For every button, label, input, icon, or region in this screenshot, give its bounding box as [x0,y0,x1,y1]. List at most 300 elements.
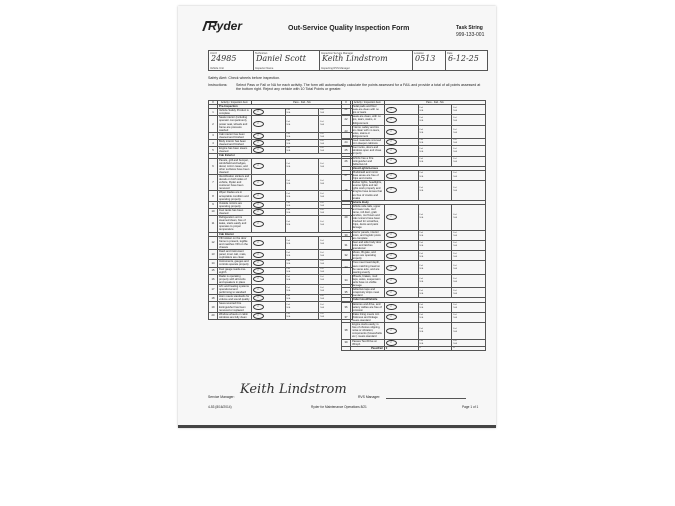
item-text: Window wheels or cabin windows are fully clean [218,312,252,319]
fail-points-2: Fail N/A [452,156,486,166]
item-number: 10 [209,208,218,215]
fail-points-1: Fail N/A [418,240,452,250]
fail-points-2: Fail N/A [319,191,353,201]
fail-points-2: Fail N/A [452,125,486,138]
fail-points-2: Fail N/A [319,267,353,274]
checklist-row [209,295,353,302]
item-number: 27 [342,170,351,180]
field-value: 0513 [415,54,436,63]
item-text: 2 items: safety and tire are clean with no tears, holes, stains or disfigurement [351,125,385,138]
checklist-row [342,251,486,261]
checklist-row [209,208,353,215]
fail-points-1: Fail N/A [285,295,319,302]
pass-mark: P [253,202,264,208]
item-text: Interior panels, interior floors, and logistic posts are complete [351,230,385,240]
fail-points-1: Fail N/A [285,147,319,154]
checklist-row [209,109,353,116]
fail-points-1: Fail N/A [418,204,452,230]
fail-points-2: Fail N/A [452,170,486,180]
left-checklist [208,100,353,390]
pass-mark: P [386,129,397,135]
fail-points-1: Fail N/A [418,312,452,322]
item-number: 2 [209,116,218,132]
fail-points-1: Fail N/A [418,146,452,156]
fail-points-2: Fail N/A [452,139,486,146]
fail-points-2: Fail N/A [452,274,486,287]
pass-mark: P [386,314,397,320]
field-value: 6-12-25 [448,54,479,63]
fail-points-1: Fail N/A [285,132,319,139]
field-caption: Inspection Service Manager [321,51,354,55]
fail-points-2: Fail N/A [319,140,353,147]
fail-points-2: Fail N/A [319,201,353,208]
field-caption: Unit # [210,51,217,55]
pass-fail-select[interactable] [251,312,285,319]
fail-points-2: Fail N/A [319,174,353,190]
safety-alert [208,76,280,80]
pass-fail-select[interactable] [384,240,418,250]
total-pass: 0 [384,346,418,350]
pass-fail-select[interactable] [251,236,285,249]
field-subcaption: Vehicle Unit [210,66,224,70]
fail-points-1: Fail N/A [418,288,452,298]
item-text: Dash and instrument panel, inner cab, mats, cupholders are clean [218,250,252,260]
item-number: 35 [342,288,351,298]
fail-points-1: Fail N/A [285,260,319,267]
checklist-row [342,146,486,156]
item-text: Engine has been steam cleaned [218,147,252,154]
totals-label: Pass/Fail [351,346,385,350]
pass-mark: P [386,340,397,346]
checklist-row [342,139,486,146]
pass-mark: P [253,209,264,215]
field-subcaption: Inspecting RVS Manager [321,66,350,70]
right-checklist-table [341,100,486,351]
pass-mark: P [253,193,264,199]
fail-points-1: Fail N/A [418,251,452,261]
item-number: 8 [209,191,218,201]
pass-mark: P [253,121,264,127]
date-field[interactable] [445,50,488,71]
field-value: 24985 [211,54,237,63]
item-number: 28 [342,181,351,201]
item-text: Panels, grill and bumper, windshield and ledges, decal, mirror cases, and other surfaces have been cleaned [219,158,250,174]
left-checklist-table [208,100,353,320]
pass-fail-select[interactable] [384,261,418,274]
pass-fail-select[interactable] [251,109,285,116]
item-number: 39 [342,339,351,346]
fail-points-1: Fail N/A [285,201,319,208]
pass-mark: P [386,173,397,179]
checklist-row [209,174,353,190]
item-text: Wiper blades are in acceptable condition and operating properly [218,191,252,201]
pass-mark: P [253,180,264,186]
fail-points-2: Fail N/A [452,181,486,201]
pass-mark: P [253,304,264,310]
fail-points-2: Fail N/A [452,288,486,298]
pass-fail-select[interactable] [384,156,418,166]
fail-points-1: Fail N/A [285,267,319,274]
pass-mark: P [253,109,264,115]
fail-points-2: Fail N/A [319,312,353,319]
pass-mark: P [386,214,397,220]
fail-points-2: Fail N/A [319,132,353,139]
pass-fail-select[interactable] [251,140,285,147]
pass-fail-select[interactable] [384,170,418,180]
fail-points-1: Fail N/A [285,116,319,132]
fail-points-2: Fail N/A [319,260,353,267]
item-number: 36 [342,302,351,312]
pass-mark: P [386,117,397,123]
pass-fail-select[interactable] [384,274,418,287]
pass-mark: P [253,295,264,301]
pass-mark: P [253,240,264,246]
fail-points-1: Fail N/A [285,284,319,294]
fail-points-2: Fail N/A [452,204,486,230]
item-number: 3 [209,132,218,139]
task-string-label: Task String [456,25,483,31]
item-text: Brake lining meets min thickness and linkage meets standard [351,312,385,322]
fail-points-2: Fail N/A [319,147,353,154]
fail-points-1: Fail N/A [418,139,452,146]
pass-fail-select[interactable] [251,191,285,201]
checklist-row [209,216,353,232]
item-number: 26 [342,156,351,166]
form-code: 4-53 (8/16/2014) [208,405,232,409]
item-number: 15 [209,267,218,274]
totals-row [342,346,486,350]
item-text: Vehicle has a Fire Extinguisher and Reflective kit [351,156,385,166]
activity-header: Activity / Inspection Item [351,101,385,105]
pass-fail-select[interactable] [384,204,418,230]
pass-mark: P [386,265,397,271]
pass-fail-select[interactable] [251,216,285,232]
item-number: 1 [209,109,218,116]
fail-points-1: Fail N/A [285,208,319,215]
pass-mark: P [386,290,397,296]
checklist-row [342,312,486,322]
checklist-row [342,105,486,115]
item-text: Vehicle side rails, upper and lower rails, roof frame, roll door, grab handles, roof bows and side runners have been checked for scratches, chips, dents and paint damage [351,204,385,230]
fail-points-1: Fail N/A [418,261,452,274]
pass-fail-header: Pass - Fail - NA [251,101,352,105]
fail-points-1: Fail N/A [418,323,452,339]
pass-mark: P [386,253,397,259]
checklist-row [209,191,353,201]
item-number: 21 [342,105,351,115]
fail-points-1: Fail N/A [418,302,452,312]
section-title: Glass/Lights/Lenses [351,166,486,170]
fail-points-1: Fail N/A [285,191,319,201]
pass-mark: P [386,187,397,193]
field-value: Keith Lindstrom [322,54,388,63]
fail-points-2: Fail N/A [319,250,353,260]
pass-fail-select[interactable] [384,230,418,240]
item-text: Instruments, gauges and controls operate properly [218,260,252,267]
pass-fail-select[interactable] [251,267,285,274]
field-caption: Technician [255,51,268,55]
checklist-row [342,339,486,346]
item-text: VIN sticker on the door frame is present, legible and matches VIN on the chassis [218,236,252,249]
item-text: Rear and side body door locks and latches operational [351,240,385,250]
pass-fail-select[interactable] [384,146,418,156]
item-number: 23 [342,125,351,138]
fail-points-1: Fail N/A [285,312,319,319]
checklist-row [342,288,486,298]
fail-points-1: Fail N/A [285,274,319,284]
pass-mark: P [253,313,264,319]
pass-mark: P [386,278,397,284]
fail-points-2: Fail N/A [319,284,353,294]
fail-points-2: Fail N/A [319,208,353,215]
checklist-row [209,250,353,260]
pass-mark: P [386,107,397,113]
pass-fail-select[interactable] [251,208,285,215]
item-text: Vehicle Safety Product is complete [218,109,252,116]
pass-fail-select[interactable] [251,132,285,139]
number-header: # [342,101,351,105]
pass-fail-select[interactable] [384,323,418,339]
item-text: Refrigeration unit is steamed clean, free of leaks, starts easily and operates to proper temperature [218,216,252,232]
checklist-row [342,323,486,339]
fail-points-1: Fail N/A [418,274,452,287]
checklist-row [209,132,353,139]
item-text: Engine starts easily, is free of obvious slipping, noise or vibration; components (hoses/belts etc.) meets standard [351,323,385,339]
checklist-row [342,230,486,240]
pass-fail-select[interactable] [251,274,285,284]
checklist-row [209,116,353,132]
item-number: 22 [342,115,351,125]
pass-mark: P [386,148,397,154]
fail-points-1: Fail N/A [285,302,319,312]
page-number: Page 1 of 1 [462,405,479,409]
item-text: Door locks, doors and windows open and close properly [351,146,385,156]
safety-alert-text: Check wheels before inspection. [228,76,281,80]
fail-points-1: Fail N/A [418,339,452,346]
checklist-row [209,302,353,312]
fail-points-2: Fail N/A [319,109,353,116]
item-text: Shoes, lift gate, and ramps are operating properly [351,251,385,261]
item-text: Marker lights, headlights, reverse lights and tail lights work properly and all lights have lenses that are free of cracks and breaks [351,181,385,201]
right-checklist [341,100,486,390]
field-caption: Location [414,51,424,55]
checklist-row [209,312,353,319]
service-manager-field[interactable] [319,50,413,71]
pass-mark: P [253,133,264,139]
fail-points-2: Fail N/A [319,116,353,132]
safety-alert-label: Safety Alert: [208,76,228,80]
pass-mark: P [386,304,397,310]
item-text: Wheels, brakes, mud flaps, axles, suspension parts have no visible damage [351,274,385,287]
pass-mark: P [386,242,397,248]
pass-fail-select[interactable] [384,251,418,261]
pass-fail-header: Pass - Fail - NA [384,101,485,105]
total-fail-1: 0 [418,346,452,350]
pass-fail-select[interactable] [251,158,285,174]
instructions-label: Instructions: [208,83,228,87]
item-number: 34 [342,274,351,287]
checklist-row [209,147,353,154]
item-number: 14 [209,260,218,267]
item-number: 5 [209,147,218,154]
pass-mark: P [253,287,264,293]
item-text: Fuel gauge reads one-eighth [218,267,252,274]
technician-field[interactable] [253,50,320,71]
pass-fail-select[interactable] [384,125,418,138]
fail-points-2: Fail N/A [452,312,486,322]
item-number: 9 [209,201,218,208]
service-manager-signature: Keith Lindstrom [240,382,347,397]
pass-mark: P [386,139,397,145]
unit-number-field[interactable] [208,50,254,71]
fail-points-2: Fail N/A [319,274,353,284]
item-number: 11 [209,216,218,232]
footer-center-text: Ryder for Maintenance Operations 8/21 [311,405,367,409]
pass-mark: P [253,276,264,282]
pass-fail-select[interactable] [384,302,418,312]
checklist-row [342,170,486,180]
section-title: Under Hood/Vehicle [351,298,486,302]
fail-points-1: Fail N/A [285,236,319,249]
checklist-row [209,284,353,294]
pass-mark: P [253,140,264,146]
item-text: Windshield and mirror glass areas are free of chips and cracks [351,170,385,180]
location-field[interactable] [412,50,446,71]
item-text: Body interior has been cleaned and finished [218,140,252,147]
pass-fail-select[interactable] [384,312,418,322]
pass-mark: P [386,328,397,334]
instructions-text: Select Pass or Fail or NA for each activity. The form will automatically calculate the points assessed for a FAIL and provide a total of all points assessed at the bottom right. Reject any vehicle with 10 Total Points or greater. [236,83,481,92]
checklist-row [342,115,486,125]
right-checklist-body [342,101,486,347]
pass-fail-select[interactable] [251,250,285,260]
item-text: Pedal pads and floor mats are clean with no rips or tears [351,105,385,115]
item-number: 32 [342,251,351,261]
section-title: Pre-Inspection [218,105,353,109]
item-number: 7 [209,174,218,190]
pass-fail-select[interactable] [384,181,418,201]
pass-fail-select[interactable] [251,174,285,190]
item-text: Radio is operating properly with all knobs and speakers in place [218,274,252,284]
fail-points-1: Fail N/A [418,170,452,180]
fail-points-1: Fail N/A [418,156,452,166]
pass-fail-select[interactable] [384,115,418,125]
item-number: 24 [342,139,351,146]
item-number: 4 [209,140,218,147]
checklist-row [209,201,353,208]
item-number: 29 [342,204,351,230]
checklist-row [342,156,486,166]
pass-fail-select[interactable] [384,139,418,146]
item-text: A/C and heating systems operational and performing to standard [218,284,252,294]
fail-points-2: Fail N/A [319,295,353,302]
checklist-row [209,274,353,284]
item-text: Seats interior (including operator compartment), power seat, wheels and frame are pressure washed [218,116,252,132]
item-text: Batteries and drive, and battery cables are free of corrosion [351,302,385,312]
rvs-signature-line[interactable] [386,398,466,399]
fail-points-2: Fail N/A [319,158,353,174]
fail-points-1: Fail N/A [418,105,452,115]
item-text: Cab interior has been cleaned and finished [218,132,252,139]
pass-fail-select[interactable] [384,105,418,115]
item-text: Seat-mounted Fire Extinguisher has been removed or replaced [218,302,252,312]
left-checklist-body [209,101,353,320]
pass-mark: P [253,268,264,274]
checklist-row [342,181,486,201]
pass-fail-select[interactable] [251,284,285,294]
checklist-row [209,236,353,249]
item-number: 17 [209,284,218,294]
fail-points-1: Fail N/A [285,174,319,190]
fail-points-2: Fail N/A [452,302,486,312]
pass-fail-select[interactable] [251,147,285,154]
number-header: # [209,101,218,105]
fail-points-1: Fail N/A [285,109,319,116]
pass-mark: P [253,163,264,169]
fail-points-1: Fail N/A [285,250,319,260]
inspection-form-page [178,6,496,428]
field-subcaption: Inspector Name [255,66,274,70]
fail-points-1: Fail N/A [285,158,319,174]
checklist-row [342,125,486,138]
pass-fail-select[interactable] [384,339,418,346]
section-title: Cab Exterior [218,154,353,158]
pass-mark: P [253,260,264,266]
task-string-number: 999-133-001 [456,32,485,38]
checklist-row [209,158,353,174]
item-number: 18 [209,295,218,302]
checklist-row [209,140,353,147]
section-title: Cab Interior [218,232,353,236]
pass-mark: P [253,147,264,153]
field-value: Daniel Scott [256,54,306,63]
pass-fail-select[interactable] [251,295,285,302]
fail-points-2: Fail N/A [452,323,486,339]
pass-fail-select[interactable] [251,302,285,312]
fail-points-2: Fail N/A [319,216,353,232]
pass-fail-select[interactable] [251,116,285,132]
item-text: Passes Test Drive at 45mph [351,339,385,346]
pass-fail-select[interactable] [251,201,285,208]
fail-points-2: Fail N/A [319,302,353,312]
fail-points-2: Fail N/A [452,251,486,261]
item-text: Horn meets standards for volume and sound quality [219,295,250,302]
total-fail-2: 0 [452,346,486,350]
checklist-row [342,261,486,274]
pass-fail-select[interactable] [384,288,418,298]
pass-mark: P [253,252,264,258]
item-number: 37 [342,312,351,322]
checklist-row [209,260,353,267]
checklist-row [342,204,486,230]
section-title: Vehicle Body [351,200,486,204]
item-number: 38 [342,323,351,339]
pass-fail-select[interactable] [251,260,285,267]
checklist-row [342,302,486,312]
fail-points-2: Fail N/A [452,339,486,346]
rvs-manager-label: RVS Manager: [358,395,381,399]
service-manager-label: Service Manager: [208,395,235,399]
fail-points-2: Fail N/A [452,240,486,250]
item-number: 6 [209,158,218,174]
fail-points-2: Fail N/A [452,105,486,115]
fail-points-1: Fail N/A [418,125,452,138]
item-number: 33 [342,261,351,274]
item-number: 19 [209,302,218,312]
fail-points-2: Fail N/A [452,261,486,274]
item-text: Outside mirrors are operating properly [218,201,252,208]
item-number: 30 [342,230,351,240]
